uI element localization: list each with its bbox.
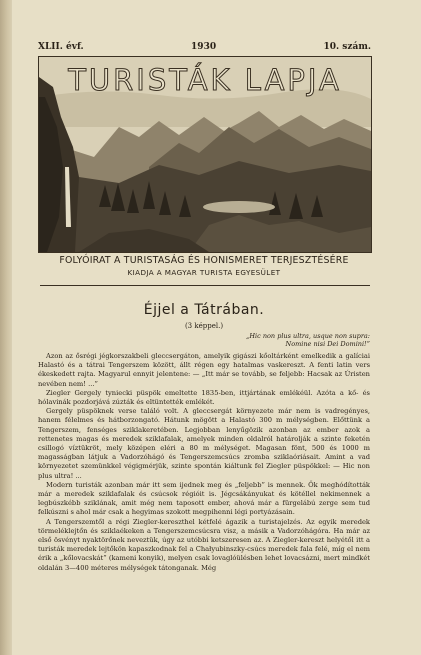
volume-label: XLII. évf. [38,42,84,52]
magazine-title: TURISTÁK LAPJA [68,63,342,97]
issue-label: 10. szám. [323,42,371,52]
paragraph: A Tengerszemtől a régi Ziegler-kereszthel kétfelé ágazik a turistajelzés. Az egyik meredek törmeléklejtőn és sziklaékeken a Tengerszemcsúcsra visz, a másik a Vadorzóhágóra. Ha már az első ösvényt nyaktörőnek neveztük, úgy az utóbbi ketszeresen az. A Ziegler-kereszt helyétől itt a turisták meredek lejtőkön kapaszkodnak fel a Chałyubinszky-csúcs meredek fala felé, míg el nem érik a „kőlovacskát” (kameni konyik), melyen csak lovaglóülésben lehet lovacsázni, mert mindkét oldalán 3—400 méteres mélységek tátonganak. Még [38,517,370,572]
paragraph: Ziegler Gergely tyniecki püspök emeltette 1835-ben, ittjártának emlékéül. Azóta a kő- és hólavinák pozdorjává zúzták és eltüntették emlékét. [38,388,370,407]
paragraph: Azon az ősrégi jégkorszakbeli gleccsergáton, amelyik gigászi kőoltárként emelkedik a galíciai Halastó és a tátrai Tengerszem között, állt régen egy hatalmas vaskereszt. A fenti latin vers ékeskedett rajta. Magyarul ennyit jelentene: — „Itt már se tovább, se feljebb: Hacsak az Úristen nevében nem! ...” [38,352,370,388]
issue-header [38,42,371,52]
paragraph: Modern turisták azonban már itt sem ijednek meg és „feljebb” is mennek. Ők meghódították már a meredek sziklafalak és csúcsok régióit is. Jégcsákányukat és kötéllel nekimennek a legbúszkébb sziklának, amit még nem taposott ember, ahová már a fürgelábú zerge sem tud felkúszni s ahol már csak a hegyimas szokott megpihenni légi portyázásain. [38,480,370,517]
paragraph: Gergely püspöknek verse találó volt. A gleccsergát környezete már nem is vadregényes, hanem félelmes és hátborzongató. Hátunk mögött a Halastó 300 m mélységben. Előttünk a Tengerszem, fenséges sziklakeretében. Legjobban lenyűgözik azonban az ember azok a rettenetes magas és meredek sziklafalak, amelyek minden oldalról határolják a szinte feketén csillogó víztükröt, mely középen eléri a 80 m mélységet. Magasan fönt, 500 és 1000 m magasságban látjuk a Vadorzóhágó és Tengerszemcsúcs zromba sziklaóriásait. Amint a vad környezetet szemünkkel végigmérjük, szinte spontán kiáltunk fel Ziegler püspökkel: — Hic non plus ultra! ... [38,407,370,480]
picture-count: (3 képpel.) [184,322,224,330]
year-label: 1930 [191,42,217,52]
epigraph: „Hic non plus ultra, usque non supra: Nomine nisi Dei Domini!” [246,332,370,348]
article-body [38,352,370,573]
divider [40,285,370,286]
masthead-illustration [38,56,372,253]
book-binding-edge [0,0,12,655]
journal-subtitle: FOLYÓIRAT A TURISTASÁG ÉS HONISMERET TERJESZTÉSÉRE [59,255,349,266]
publisher-line: KIADJA A MAGYAR TURISTA EGYESÜLET [127,268,281,277]
article-title: Éjjel a Tátrában. [143,302,265,318]
